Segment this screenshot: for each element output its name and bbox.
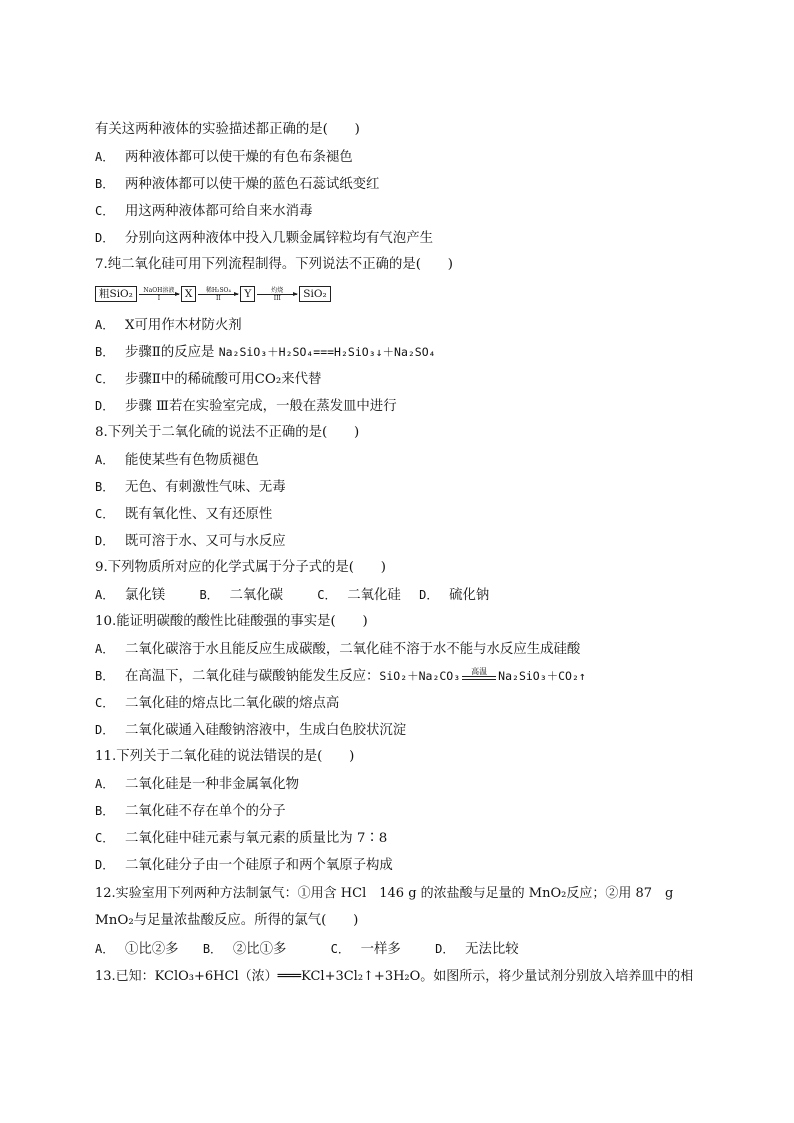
q11-stem: 11.下列关于二氧化硅的说法错误的是( ) <box>95 749 355 764</box>
q11-option-d: D． 二氧化硅分子由一个硅原子和两个氧原子构成 <box>95 858 393 873</box>
q7-option-a: A． X可用作木材防火剂 <box>95 318 242 333</box>
reaction-condition: 高温 <box>462 667 496 680</box>
q8-stem: 8.下列关于二氧化硫的说法不正确的是( ) <box>95 425 360 440</box>
q6-option-d: D． 分别向这两种液体中投入几颗金属锌粒均有气泡产生 <box>95 231 433 246</box>
q7-option-d: D． 步骤 Ⅲ若在实验室完成，一般在蒸发皿中进行 <box>95 399 397 414</box>
q10-option-d: D． 二氧化碳通入硅酸钠溶液中，生成白色胶状沉淀 <box>95 723 407 738</box>
q8-option-c: C． 既有氧化性、又有还原性 <box>95 507 273 522</box>
q7-option-b: B． 步骤Ⅱ的反应是 Na₂SiO₃＋H₂SO₄===H₂SiO₃↓＋Na₂SO₄ <box>95 345 436 360</box>
q7-stem: 7.纯二氧化硅可用下列流程制得。下列说法不正确的是( ) <box>95 257 453 272</box>
q12-options: A． ①比②多 B． ②比①多 C． 一样多 D． 无法比较 <box>95 942 519 957</box>
q8-option-d: D． 既可溶于水、又可与水反应 <box>95 534 286 549</box>
q12-stem-line2: MnO₂与足量浓盐酸反应。所得的氯气( ) <box>95 913 359 928</box>
q9-stem: 9.下列物质所对应的化学式属于分子式的是( ) <box>95 560 387 575</box>
q6-stem: 有关这两种液体的实验描述都正确的是( ) <box>95 122 360 137</box>
q8-option-b: B． 无色、有刺激性气味、无毒 <box>95 480 286 495</box>
flow-start-box: 粗SiO₂ <box>95 286 137 302</box>
q7-flowchart <box>95 283 331 305</box>
q11-option-c: C． 二氧化硅中硅元素与氧元素的质量比为 7∶8 <box>95 831 388 846</box>
flow-arrow-2: 稀H₂SO₄ II <box>198 287 238 302</box>
q11-option-a: A． 二氧化硅是一种非金属氧化物 <box>95 777 300 792</box>
q12-stem-line1: 12.实验室用下列两种方法制氯气：①用含 HCl 146 g 的浓盐酸与足量的 MnO₂反应；②用 87 g <box>95 886 674 901</box>
q8-option-a: A． 能使某些有色物质褪色 <box>95 453 259 468</box>
q6-option-c: C． 用这两种液体都可给自来水消毒 <box>95 204 313 219</box>
q9-options: A． 氯化镁 B． 二氧化碳 C． 二氧化硅 D． 硫化钠 <box>95 588 490 603</box>
q6-option-b: B． 两种液体都可以使干燥的蓝色石蕊试纸变红 <box>95 177 380 192</box>
flow-arrow-3: 灼烧 III <box>257 287 297 302</box>
flow-x-box: X <box>181 286 196 302</box>
q6-option-a: A． 两种液体都可以使干燥的有色布条褪色 <box>95 150 353 165</box>
q10-option-c: C． 二氧化硅的熔点比二氧化碳的熔点高 <box>95 696 340 711</box>
flow-y-box: Y <box>240 286 255 302</box>
q7-option-c: C． 步骤Ⅱ中的稀硫酸可用CO₂来代替 <box>95 372 322 387</box>
flow-arrow-1: NaOH溶液 I <box>139 287 179 302</box>
flow-end-box: SiO₂ <box>299 286 330 302</box>
q11-option-b: B． 二氧化硅不存在单个的分子 <box>95 804 286 819</box>
q10-stem: 10.能证明碳酸的酸性比硅酸强的事实是( ) <box>95 614 368 629</box>
q7-equation: Na₂SiO₃＋H₂SO₄===H₂SiO₃↓＋Na₂SO₄ <box>218 345 436 359</box>
q10-option-b: B． 在高温下，二氧化硅与碳酸钠能发生反应：SiO₂＋Na₂CO₃ 高温 Na₂SiO₃＋CO₂↑ <box>95 667 586 684</box>
q13-stem: 13.已知：KClO₃+6HCl（浓）═══KCl+3Cl₂↑+3H₂O。如图所示，将少量试剂分别放入培养皿中的相 <box>95 969 694 984</box>
q10-option-a: A． 二氧化碳溶于水且能反应生成碳酸，二氧化硅不溶于水不能与水反应生成硅酸 <box>95 642 581 657</box>
